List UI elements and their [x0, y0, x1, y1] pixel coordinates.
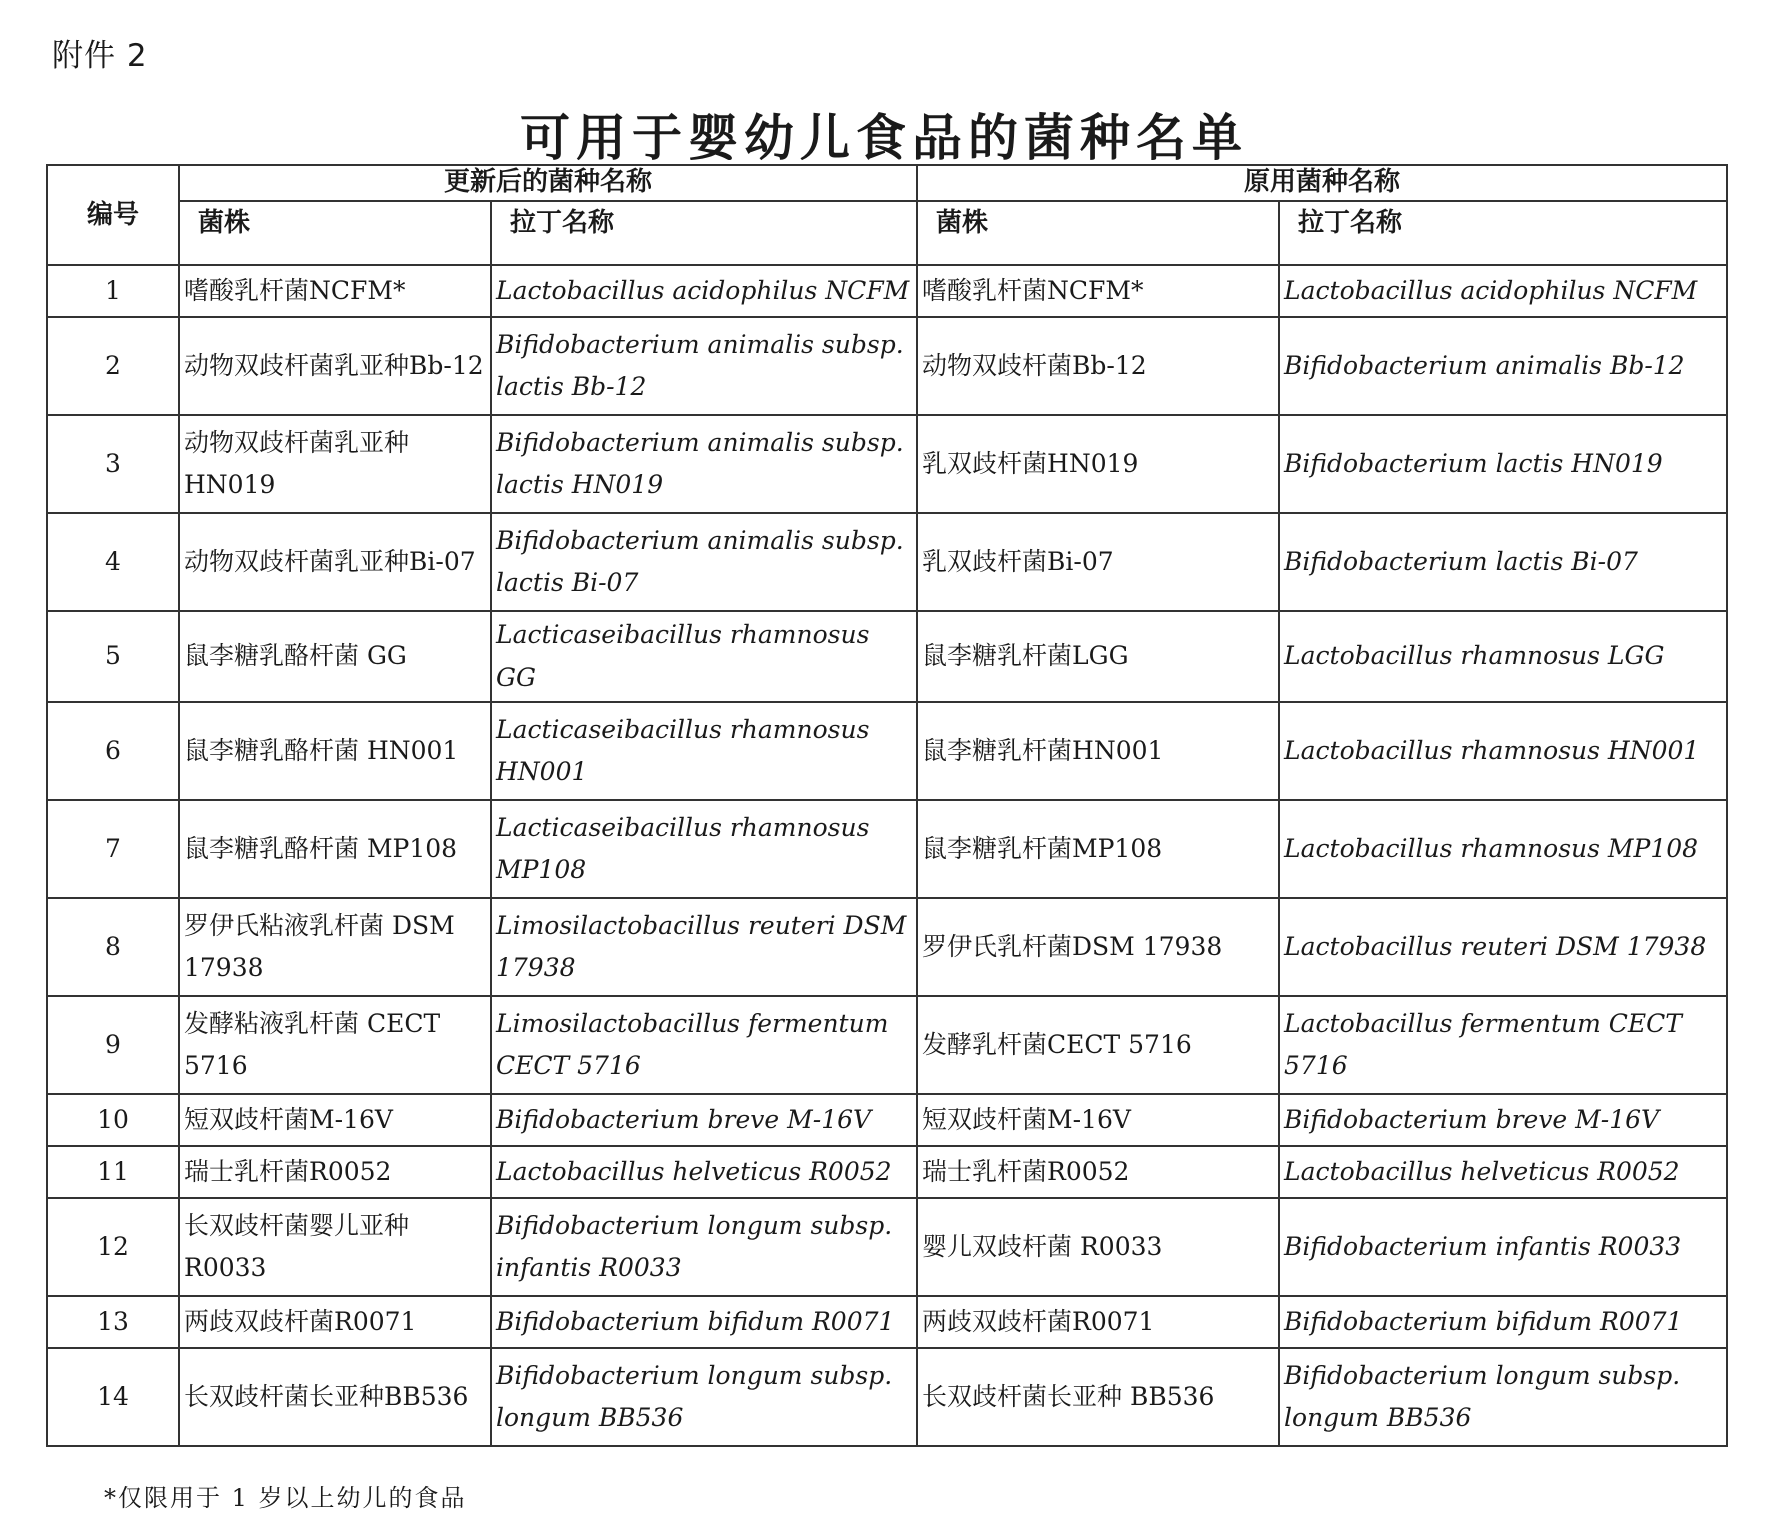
new-latin-name: Bifidobacterium bifidum R0071 [491, 1296, 917, 1348]
old-strain-name: 动物双歧杆菌Bb-12 [917, 317, 1279, 415]
new-latin-name: Lactobacillus helveticus R0052 [491, 1146, 917, 1198]
row-number: 5 [47, 611, 179, 702]
table-row [47, 996, 1727, 1094]
header-number: 编号 [47, 165, 179, 265]
row-number: 12 [47, 1198, 179, 1296]
old-latin-name: Lactobacillus rhamnosus MP108 [1279, 800, 1727, 898]
old-strain-name: 鼠李糖乳杆菌MP108 [917, 800, 1279, 898]
new-latin-name: Bifidobacterium animalis subsp. lactis HN019 [491, 415, 917, 513]
table-row [47, 317, 1727, 415]
new-strain-name: 动物双歧杆菌乳亚种HN019 [179, 415, 491, 513]
new-latin-name: Lacticaseibacillus rhamnosus HN001 [491, 702, 917, 800]
new-latin-name: Bifidobacterium longum subsp. infantis R0033 [491, 1198, 917, 1296]
new-latin-name: Lacticaseibacillus rhamnosus GG [491, 611, 917, 702]
table-row [47, 1296, 1727, 1348]
old-strain-name: 罗伊氏乳杆菌DSM 17938 [917, 898, 1279, 996]
row-number: 2 [47, 317, 179, 415]
old-latin-name: Lactobacillus rhamnosus LGG [1279, 611, 1727, 702]
table-row [47, 611, 1727, 702]
new-latin-name: Bifidobacterium breve M-16V [491, 1094, 917, 1146]
old-latin-name: Lactobacillus fermentum CECT 5716 [1279, 996, 1727, 1094]
old-latin-name: Bifidobacterium animalis Bb-12 [1279, 317, 1727, 415]
new-strain-name: 长双歧杆菌长亚种BB536 [179, 1348, 491, 1446]
new-latin-name: Bifidobacterium animalis subsp. lactis Bi-07 [491, 513, 917, 611]
table-row [47, 1146, 1727, 1198]
new-strain-name: 鼠李糖乳酪杆菌 GG [179, 611, 491, 702]
new-strain-name: 发酵粘液乳杆菌 CECT 5716 [179, 996, 491, 1094]
new-latin-name: Bifidobacterium longum subsp. longum BB536 [491, 1348, 917, 1446]
attachment-label: 附件 2 [52, 38, 148, 74]
old-latin-name: Bifidobacterium longum subsp. longum BB536 [1279, 1348, 1727, 1446]
new-latin-name: Limosilactobacillus reuteri DSM 17938 [491, 898, 917, 996]
table-row [47, 800, 1727, 898]
new-latin-name: Limosilactobacillus fermentum CECT 5716 [491, 996, 917, 1094]
old-strain-name: 乳双歧杆菌Bi-07 [917, 513, 1279, 611]
old-latin-name: Bifidobacterium bifidum R0071 [1279, 1296, 1727, 1348]
old-strain-name: 鼠李糖乳杆菌LGG [917, 611, 1279, 702]
row-number: 4 [47, 513, 179, 611]
old-strain-name: 两歧双歧杆菌R0071 [917, 1296, 1279, 1348]
old-latin-name: Bifidobacterium breve M-16V [1279, 1094, 1727, 1146]
header-old-latin: 拉丁名称 [1279, 201, 1727, 265]
row-number: 7 [47, 800, 179, 898]
old-latin-name: Bifidobacterium infantis R0033 [1279, 1198, 1727, 1296]
row-number: 1 [47, 265, 179, 317]
header-old-strain: 菌株 [917, 201, 1279, 265]
row-number: 9 [47, 996, 179, 1094]
old-strain-name: 婴儿双歧杆菌 R0033 [917, 1198, 1279, 1296]
row-number: 14 [47, 1348, 179, 1446]
new-strain-name: 两歧双歧杆菌R0071 [179, 1296, 491, 1348]
table-row [47, 702, 1727, 800]
old-latin-name: Bifidobacterium lactis Bi-07 [1279, 513, 1727, 611]
new-strain-name: 鼠李糖乳酪杆菌 MP108 [179, 800, 491, 898]
table-row [47, 513, 1727, 611]
new-latin-name: Lactobacillus acidophilus NCFM [491, 265, 917, 317]
old-latin-name: Lactobacillus reuteri DSM 17938 [1279, 898, 1727, 996]
row-number: 8 [47, 898, 179, 996]
table-row [47, 415, 1727, 513]
table-row [47, 898, 1727, 996]
old-strain-name: 嗜酸乳杆菌NCFM* [917, 265, 1279, 317]
old-strain-name: 瑞士乳杆菌R0052 [917, 1146, 1279, 1198]
new-strain-name: 动物双歧杆菌乳亚种Bb-12 [179, 317, 491, 415]
row-number: 3 [47, 415, 179, 513]
old-strain-name: 鼠李糖乳杆菌HN001 [917, 702, 1279, 800]
old-strain-name: 短双歧杆菌M-16V [917, 1094, 1279, 1146]
new-strain-name: 短双歧杆菌M-16V [179, 1094, 491, 1146]
header-new-strain: 菌株 [179, 201, 491, 265]
new-strain-name: 罗伊氏粘液乳杆菌 DSM 17938 [179, 898, 491, 996]
new-latin-name: Bifidobacterium animalis subsp. lactis Bb-12 [491, 317, 917, 415]
row-number: 6 [47, 702, 179, 800]
table-row [47, 265, 1727, 317]
new-strain-name: 瑞士乳杆菌R0052 [179, 1146, 491, 1198]
table-row [47, 1198, 1727, 1296]
new-strain-name: 嗜酸乳杆菌NCFM* [179, 265, 491, 317]
table-row [47, 1094, 1727, 1146]
table-row [47, 1348, 1727, 1446]
old-strain-name: 发酵乳杆菌CECT 5716 [917, 996, 1279, 1094]
row-number: 13 [47, 1296, 179, 1348]
header-original-group: 原用菌种名称 [917, 165, 1727, 201]
row-number: 10 [47, 1094, 179, 1146]
header-new-latin: 拉丁名称 [491, 201, 917, 265]
page-title: 可用于婴幼儿食品的菌种名单 [520, 109, 1248, 167]
new-strain-name: 长双歧杆菌婴儿亚种R0033 [179, 1198, 491, 1296]
old-latin-name: Bifidobacterium lactis HN019 [1279, 415, 1727, 513]
new-strain-name: 动物双歧杆菌乳亚种Bi-07 [179, 513, 491, 611]
strain-table [46, 164, 1728, 1447]
footnote: *仅限用于 1 岁以上幼儿的食品 [104, 1484, 467, 1512]
old-strain-name: 长双歧杆菌长亚种 BB536 [917, 1348, 1279, 1446]
new-strain-name: 鼠李糖乳酪杆菌 HN001 [179, 702, 491, 800]
new-latin-name: Lacticaseibacillus rhamnosus MP108 [491, 800, 917, 898]
old-strain-name: 乳双歧杆菌HN019 [917, 415, 1279, 513]
old-latin-name: Lactobacillus helveticus R0052 [1279, 1146, 1727, 1198]
row-number: 11 [47, 1146, 179, 1198]
old-latin-name: Lactobacillus rhamnosus HN001 [1279, 702, 1727, 800]
old-latin-name: Lactobacillus acidophilus NCFM [1279, 265, 1727, 317]
header-updated-group: 更新后的菌种名称 [179, 165, 917, 201]
